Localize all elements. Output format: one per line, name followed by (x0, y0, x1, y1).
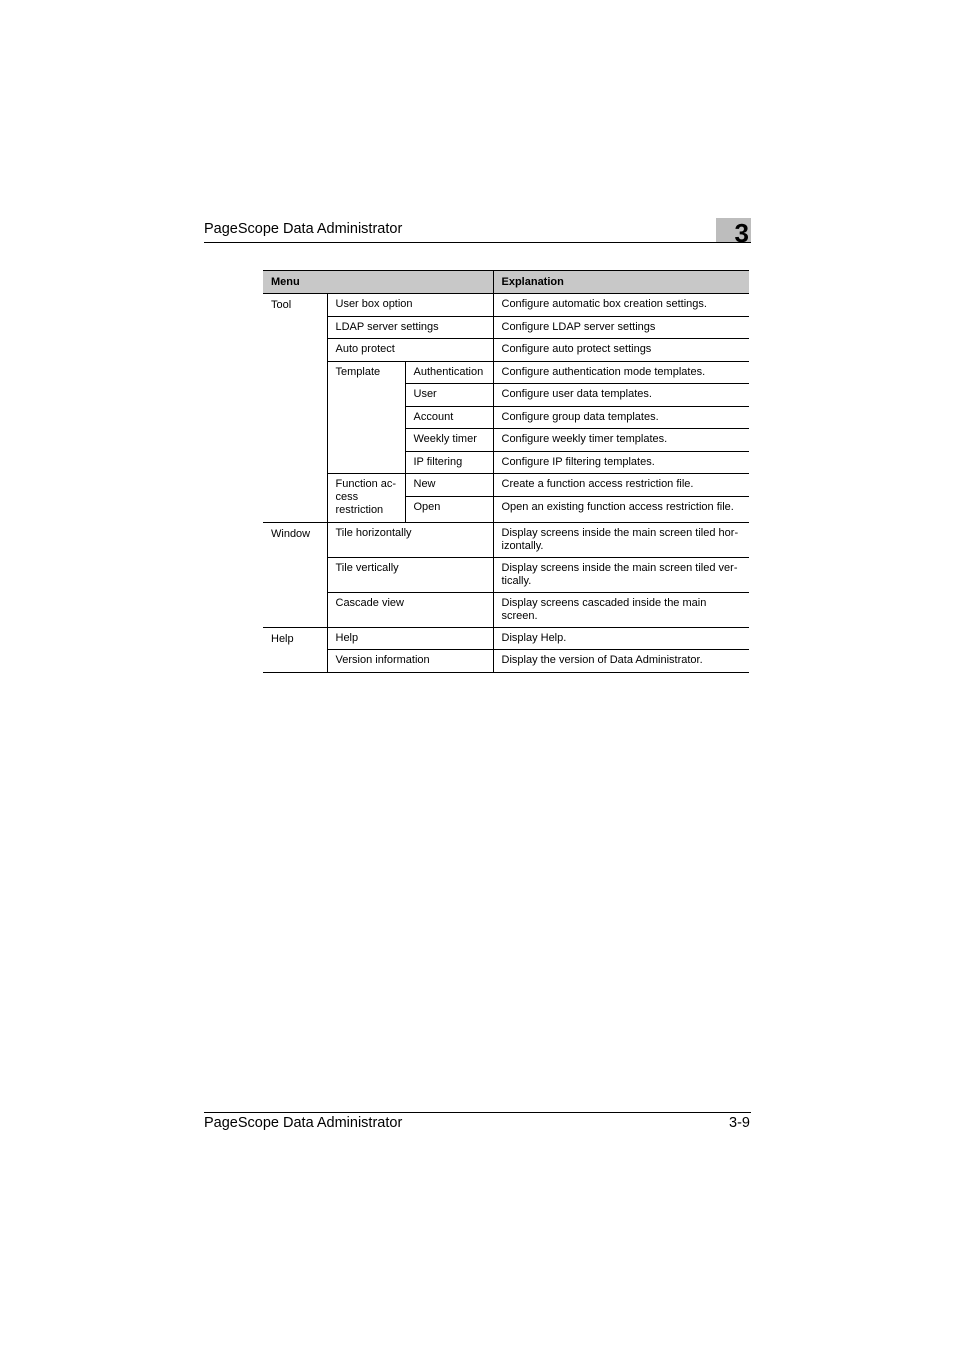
menu-window: Window (263, 522, 327, 627)
menu-item-explanation: Configure auto protect settings (493, 339, 749, 362)
menu-item-label: Help (327, 627, 493, 650)
table-row (263, 522, 749, 557)
table-row (263, 474, 749, 497)
table-row (263, 627, 749, 650)
menu-tool: Tool (263, 294, 327, 523)
menu-item-explanation: Display Help. (493, 627, 749, 650)
submenu-item-label: New (405, 474, 493, 497)
menu-item-explanation: Configure authentication mode templates. (493, 361, 749, 384)
menu-item-explanation: Configure weekly timer templates. (493, 429, 749, 452)
menu-item-explanation: Configure LDAP server settings (493, 316, 749, 339)
menu-item-explanation: Configure user data templates. (493, 384, 749, 407)
submenu-item-label: Account (405, 406, 493, 429)
submenu-item-label: Open (405, 496, 493, 522)
table-row (263, 592, 749, 627)
menu-item-explanation: Create a function access restriction file. (493, 474, 749, 497)
menu-item-explanation: Display the version of Data Administrator. (493, 650, 749, 673)
menu-help: Help (263, 627, 327, 672)
column-header-explanation: Explanation (493, 271, 749, 294)
table-row (263, 650, 749, 673)
menu-item-label: Auto protect (327, 339, 493, 362)
table-row (263, 316, 749, 339)
menu-item-explanation: Open an existing function access restriction file. (493, 496, 749, 522)
header-rule (204, 242, 751, 243)
table-header-row (263, 271, 749, 294)
table-row (263, 557, 749, 592)
page-header-title: PageScope Data Administrator (204, 221, 403, 237)
menu-template: Template (327, 361, 405, 474)
menu-item-label: Cascade view (327, 592, 493, 627)
submenu-item-label: User (405, 384, 493, 407)
submenu-item-label: Weekly timer (405, 429, 493, 452)
menu-item-explanation: Display screens inside the main screen tiled ver- tically. (493, 557, 749, 592)
chapter-tab (716, 218, 751, 248)
menu-item-explanation: Display screens inside the main screen tiled hor- izontally. (493, 522, 749, 557)
menu-item-label: Version information (327, 650, 493, 673)
menu-item-explanation: Display screens cascaded inside the main screen. (493, 592, 749, 627)
menu-item-explanation: Configure group data templates. (493, 406, 749, 429)
table-row (263, 294, 749, 317)
footer-rule (204, 1112, 751, 1113)
menu-item-label: LDAP server settings (327, 316, 493, 339)
menu-item-explanation: Configure IP filtering templates. (493, 451, 749, 474)
page-number: 3-9 (729, 1115, 750, 1131)
submenu-item-label: IP filtering (405, 451, 493, 474)
menu-item-label: Tile horizontally (327, 522, 493, 557)
column-header-menu: Menu (263, 271, 493, 294)
menu-item-label: User box option (327, 294, 493, 317)
submenu-item-label: Authentication (405, 361, 493, 384)
menu-item-explanation: Configure automatic box creation settings. (493, 294, 749, 317)
table-row (263, 339, 749, 362)
table-row (263, 361, 749, 384)
chapter-number: 3 (734, 218, 749, 248)
menu-function-access: Function ac- cess restriction (327, 474, 405, 523)
menu-table (263, 270, 749, 673)
page-footer-title: PageScope Data Administrator (204, 1115, 403, 1131)
menu-item-label: Tile vertically (327, 557, 493, 592)
